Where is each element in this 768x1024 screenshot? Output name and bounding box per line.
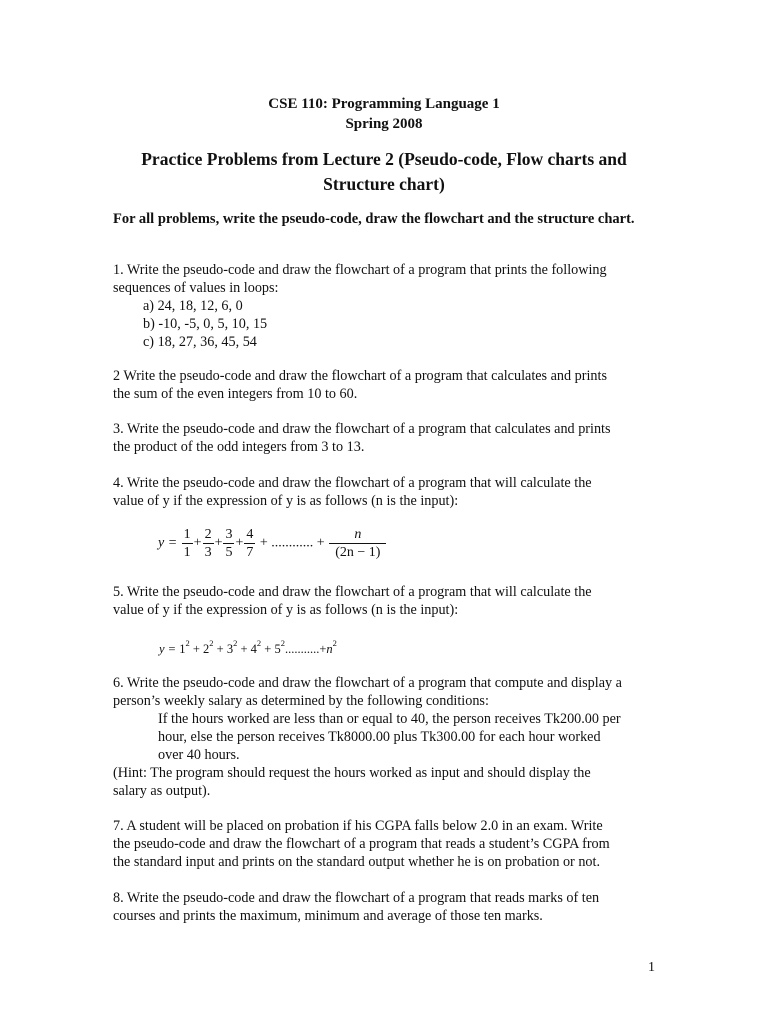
problem-2-line-2: the sum of the even integers from 10 to 60. [113, 386, 358, 402]
course-header [0, 94, 768, 134]
formula-1-lhs: y = [158, 535, 178, 551]
problem-1-item-c: c) 18, 27, 36, 45, 54 [143, 334, 257, 350]
fraction-last: $\frac{n}{(2n - 1)}$ [329, 526, 386, 561]
problem-7-line-2: the pseudo-code and draw the flowchart of a program that reads a student’s CGPA from [113, 836, 610, 852]
formula-series-2: $y = 1^2 + 2^2 + 3^2 + 4^2 + 5^2...........+n^2$ [159, 638, 337, 656]
problem-8-line-1: 8. Write the pseudo-code and draw the flowchart of a program that reads marks of ten [113, 890, 600, 906]
problem-1-line-2: sequences of values in loops: [113, 280, 279, 296]
problem-2 [113, 367, 658, 403]
page-title [0, 147, 768, 197]
problem-6-line-1: 6. Write the pseudo-code and draw the flowchart of a program that compute and display a [113, 675, 622, 691]
fraction-1: $\frac{1}{1}$ [183, 527, 191, 560]
problem-1 [113, 261, 658, 351]
problem-6-condition-1: If the hours worked are less than or equal to 40, the person receives Tk200.00 per [158, 711, 621, 727]
course-name: CSE 110: Programming Language 1 [268, 96, 500, 112]
problem-3-line-1: 3. Write the pseudo-code and draw the flowchart of a program that calculates and prints [113, 421, 611, 437]
problem-1-item-a: a) 24, 18, 12, 6, 0 [143, 298, 243, 314]
problem-5-line-1: 5. Write the pseudo-code and draw the flowchart of a program that will calculate the [113, 584, 592, 600]
problem-3-line-2: the product of the odd integers from 3 to 13. [113, 439, 365, 455]
fraction-2: $\frac{2}{3}$ [204, 527, 212, 560]
problem-4-line-1: 4. Write the pseudo-code and draw the flowchart of a program that will calculate the [113, 475, 592, 491]
problem-1-item-b: b) -10, -5, 0, 5, 10, 15 [143, 316, 268, 332]
title-line-2: Structure chart) [323, 174, 445, 194]
problem-8 [113, 889, 658, 925]
formula-2-lhs: y = [159, 642, 177, 656]
problem-4 [113, 474, 658, 510]
fraction-4: $\frac{4}{7}$ [246, 527, 254, 560]
problem-6-hint-2: salary as output). [113, 783, 211, 799]
problem-5-line-2: value of y if the expression of y is as follows (n is the input): [113, 602, 459, 618]
problem-7-line-3: the standard input and prints on the standard output whether he is on probation or not. [113, 854, 601, 870]
problem-6-condition-2: hour, else the person receives Tk8000.00 plus Tk300.00 for each hour worked [158, 729, 601, 745]
problem-7-line-1: 7. A student will be placed on probation if his CGPA falls below 2.0 in an exam. Write [113, 818, 603, 834]
problem-5 [113, 583, 658, 619]
formula-series-1 [158, 526, 387, 561]
plus-sign: + [193, 535, 202, 551]
problem-3 [113, 420, 658, 456]
problem-4-line-2: value of y if the expression of y is as follows (n is the input): [113, 493, 459, 509]
plus-sign: + [316, 535, 325, 551]
problem-6-condition-3: over 40 hours. [158, 747, 240, 763]
fraction-3: $\frac{3}{5}$ [225, 527, 233, 560]
problem-1-line-1: 1. Write the pseudo-code and draw the flowchart of a program that prints the following [113, 262, 607, 278]
problem-2-line-1: 2 Write the pseudo-code and draw the flowchart of a program that calculates and prints [113, 368, 607, 384]
problem-6-line-2: person’s weekly salary as determined by the following conditions: [113, 693, 489, 709]
problem-8-line-2: courses and prints the maximum, minimum and average of those ten marks. [113, 908, 543, 924]
plus-sign: + [235, 535, 244, 551]
plus-sign: + [214, 535, 223, 551]
problem-6-hint-1: (Hint: The program should request the hours worked as input and should display the [113, 765, 591, 781]
problem-6 [113, 674, 658, 800]
page-number: 1 [648, 960, 655, 975]
course-term: Spring 2008 [345, 116, 423, 132]
instruction-text: For all problems, write the pseudo-code, draw the flowchart and the structure chart. [113, 211, 635, 227]
title-line-1: Practice Problems from Lecture 2 (Pseudo-code, Flow charts and [141, 149, 627, 169]
formula-2-dots: ...........+ [284, 642, 327, 656]
problem-7 [113, 817, 658, 871]
formula-1-dots: + ............ [259, 535, 314, 551]
